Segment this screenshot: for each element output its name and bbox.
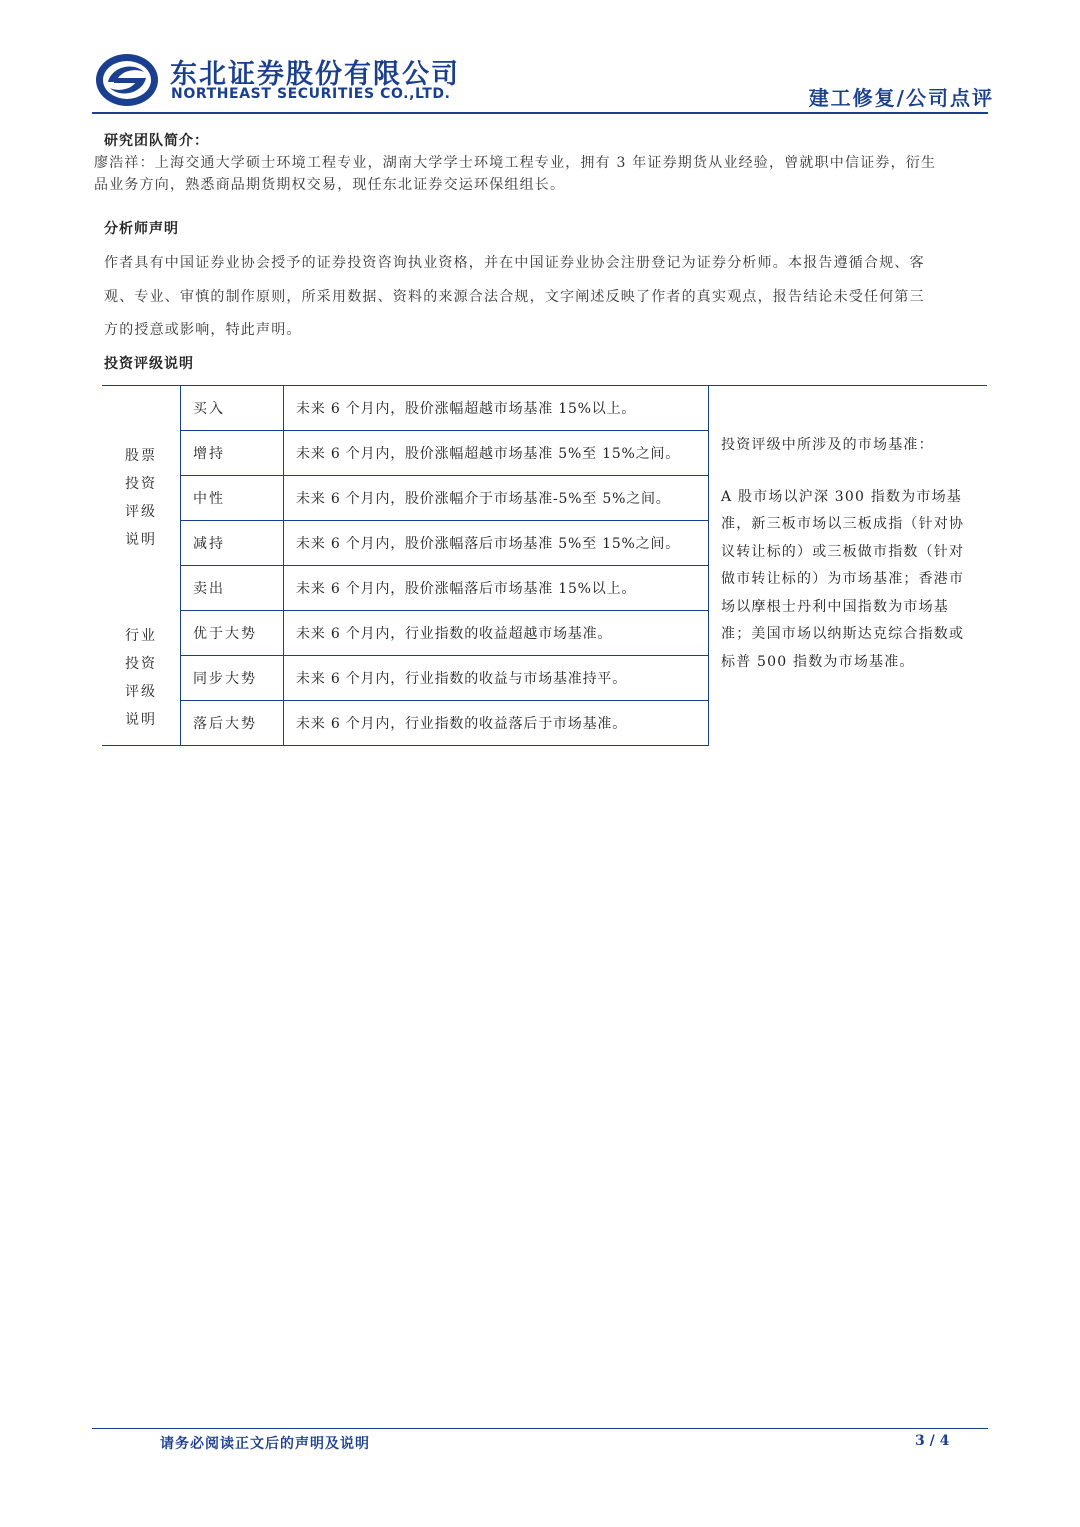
note-line: A 股市场以沪深 300 指数为市场基 (721, 488, 962, 505)
stock-group-label (102, 386, 181, 611)
rating-name: 同步大势 (181, 656, 284, 701)
company-name-en: NORTHEAST SECURITIES CO.,LTD. (171, 86, 451, 102)
note-line: 议转让标的）或三板做市指数（针对 (721, 543, 965, 560)
group-label-line: 行业 (125, 627, 157, 644)
note-line: 准；美国市场以纳斯达克综合指数或 (721, 626, 965, 642)
note-line: 标普 500 指数为市场基准。 (721, 653, 915, 670)
rating-name: 中性 (181, 476, 284, 521)
group-label-line: 投资 (125, 655, 157, 672)
group-label-line: 说明 (125, 711, 157, 728)
rating-name: 买入 (181, 386, 284, 431)
group-label-line: 评级 (125, 683, 157, 700)
header-divider (92, 112, 988, 114)
industry-group-label (102, 611, 181, 746)
rating-description: 未来 6 个月内，行业指数的收益与市场基准持平。 (284, 656, 709, 701)
note-line: 场以摩根士丹利中国指数为市场基 (721, 598, 949, 615)
analyst-section-title: 分析师声明 (104, 221, 179, 237)
footer-notice: 请务必阅读正文后的声明及说明 (160, 1436, 370, 1452)
rating-name: 减持 (181, 521, 284, 566)
group-label-line: 投资 (125, 476, 157, 493)
team-bio-line: 廖浩祥：上海交通大学硕士环境工程专业，湖南大学学士环境工程专业，拥有 3 年证券期货从业经验，曾就职中信证券，衍生 (94, 155, 937, 171)
group-label-line: 说明 (125, 532, 157, 549)
ratings-section-title: 投资评级说明 (104, 356, 194, 372)
group-label-line: 评级 (125, 504, 157, 521)
rating-description: 未来 6 个月内，股价涨幅落后市场基准 5%至 15%之间。 (284, 521, 709, 566)
rating-name: 优于大势 (181, 611, 284, 656)
rating-name: 落后大势 (181, 701, 284, 746)
company-logo-block (94, 52, 514, 108)
rating-description: 未来 6 个月内，行业指数的收益超越市场基准。 (284, 611, 709, 656)
note-title: 投资评级中所涉及的市场基准： (721, 437, 934, 453)
team-bio-line: 品业务方向，熟悉商品期货期权交易，现任东北证券交运环保组组长。 (94, 177, 566, 193)
market-benchmark-note (709, 386, 988, 746)
note-line: 准，新三板市场以三板成指（针对协 (721, 516, 965, 532)
report-category: 建工修复/公司点评 (808, 86, 994, 110)
rating-name: 增持 (181, 431, 284, 476)
company-name-cn: 东北证券股份有限公司 (170, 59, 460, 90)
rating-name: 卖出 (181, 566, 284, 611)
analyst-statement-line: 作者具有中国证券业协会授予的证券投资咨询执业资格，并在中国证券业协会注册登记为证券分析师。本报告遵循合规、客 (104, 255, 925, 271)
footer-divider (92, 1428, 988, 1429)
team-section-title: 研究团队简介： (104, 133, 209, 149)
analyst-statement-line: 观、专业、审慎的制作原则，所采用数据、资料的来源合法合规，文字阐述反映了作者的真实观点，报告结论未受任何第三 (104, 289, 925, 305)
rating-description: 未来 6 个月内，股价涨幅落后市场基准 15%以上。 (284, 566, 709, 611)
note-line: 做市转让标的）为市场基准；香港市 (721, 571, 965, 587)
ratings-table (102, 385, 987, 746)
page-number: 3 / 4 (915, 1433, 950, 1449)
rating-description: 未来 6 个月内，行业指数的收益落后于市场基准。 (284, 701, 709, 746)
northeast-securities-logo-icon (94, 52, 160, 108)
rating-description: 未来 6 个月内，股价涨幅超越市场基准 15%以上。 (284, 386, 709, 431)
rating-description: 未来 6 个月内，股价涨幅介于市场基准-5%至 5%之间。 (284, 476, 709, 521)
analyst-statement-line: 方的授意或影响，特此声明。 (104, 322, 302, 338)
rating-description: 未来 6 个月内，股价涨幅超越市场基准 5%至 15%之间。 (284, 431, 709, 476)
table-row (102, 386, 987, 431)
group-label-line: 股票 (125, 448, 157, 465)
